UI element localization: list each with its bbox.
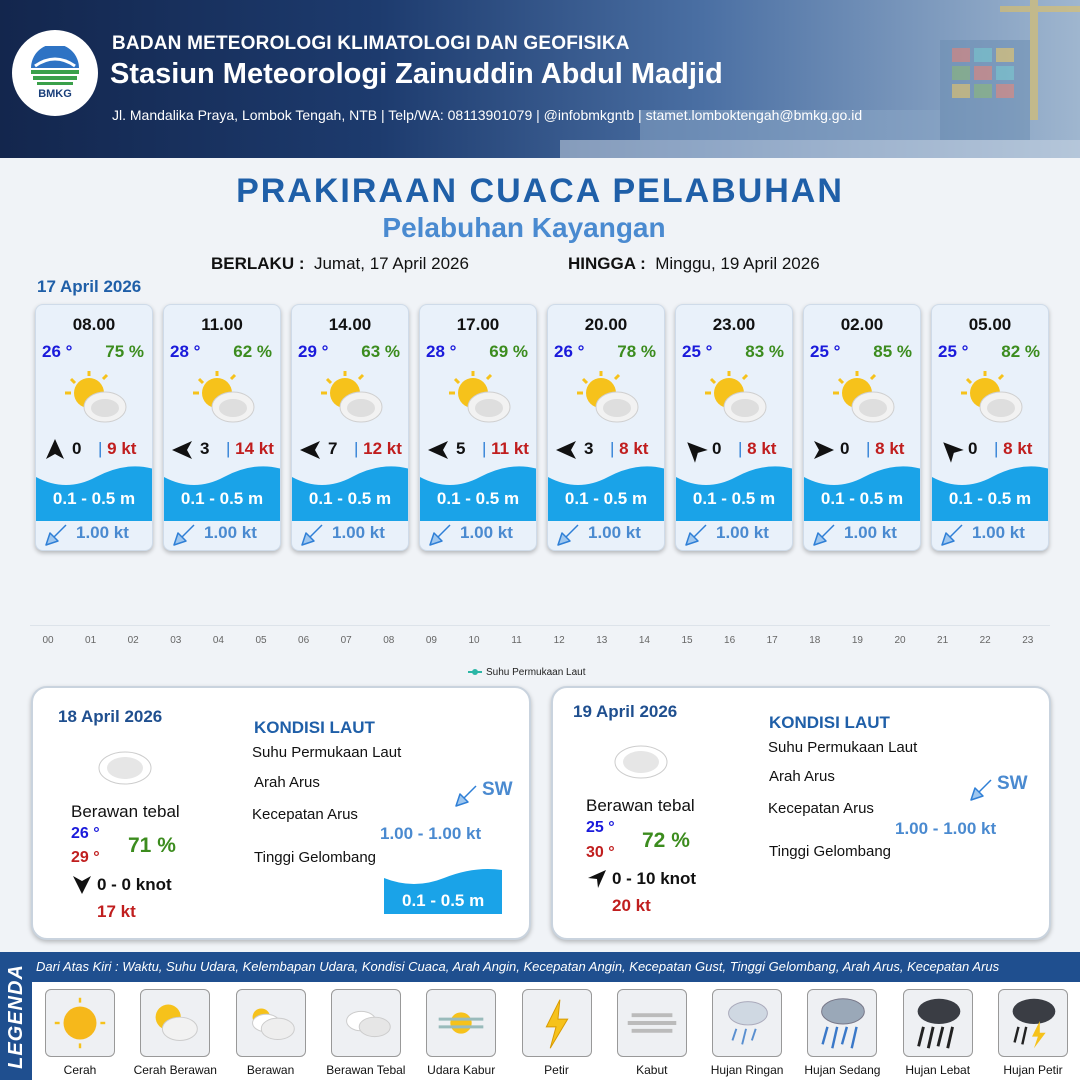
legend-label: Cerah <box>63 1063 97 1077</box>
thunderstorm-icon <box>998 989 1068 1057</box>
axis-tick: 19 <box>851 635 863 646</box>
axis-tick: 17 <box>766 635 778 646</box>
card-gust-value: 12 kt <box>363 439 402 458</box>
port-name: Pelabuhan Kayangan <box>382 212 666 243</box>
card-gust <box>98 439 136 459</box>
card-gust <box>482 439 529 459</box>
card-wind <box>554 437 662 463</box>
day2-wind: 0 - 0 knot <box>97 875 172 894</box>
card-gust-value: 8 kt <box>875 439 905 458</box>
day3-current-speed-label: Kecepatan Arus <box>768 800 874 817</box>
day2-humidity: 71 % <box>128 834 176 857</box>
axis-tick: 13 <box>596 635 608 646</box>
card-wave-height: 0.1 - 0.5 m <box>180 489 264 508</box>
card-current-speed: 1.00 kt <box>716 523 769 542</box>
day3-current-direction: SW <box>997 773 1028 794</box>
day2-current-direction: SW <box>482 779 513 800</box>
card-gust-value: 8 kt <box>747 439 777 458</box>
card-humidity: 85 % <box>873 342 912 361</box>
axis-tick: 12 <box>553 635 565 646</box>
separator: | <box>226 439 236 458</box>
wind-direction-icon <box>682 437 708 463</box>
axis-line <box>30 625 1050 626</box>
haze-icon <box>426 989 496 1057</box>
card-gust-value: 8 kt <box>619 439 649 458</box>
sst-legend <box>468 667 586 678</box>
current-direction-icon <box>812 521 838 547</box>
logo-text: BMKG <box>38 88 72 100</box>
station-name: Stasiun Meteorologi Zainuddin Abdul Madjid <box>110 58 723 90</box>
overcast-icon <box>91 740 155 790</box>
time-axis <box>30 625 1050 655</box>
card-wind-speed: 0 <box>968 439 978 458</box>
card-wind-speed: 0 <box>840 439 850 458</box>
card-time: 02.00 <box>840 315 884 334</box>
axis-tick: 00 <box>42 635 54 646</box>
day3-humidity: 72 % <box>642 829 690 852</box>
legend-items <box>32 952 1080 1080</box>
card-gust <box>226 439 274 459</box>
valid-from-date: Jumat, 17 April 2026 <box>313 254 469 273</box>
legend-label: Hujan Sedang <box>804 1063 881 1077</box>
current-direction-icon <box>44 521 70 547</box>
card-wave-height: 0.1 - 0.5 m <box>52 489 136 508</box>
legend-title: LEGENDA <box>4 963 27 1069</box>
legend-label: Berawan Tebal <box>326 1063 406 1077</box>
forecast-card-1100 <box>163 304 281 551</box>
card-time: 20.00 <box>584 315 628 334</box>
day3-sst-label: Suhu Permukaan Laut <box>768 739 918 756</box>
card-current-speed: 1.00 kt <box>972 523 1025 542</box>
partly-cloudy-icon <box>65 371 127 427</box>
valid-from <box>211 254 469 274</box>
wind-direction-icon <box>426 437 452 463</box>
card-gust <box>866 439 904 459</box>
current-direction-icon <box>172 521 198 547</box>
card-gust-value: 8 kt <box>1003 439 1033 458</box>
day2-temp-min: 26 ° <box>71 825 100 842</box>
card-wind <box>810 437 918 463</box>
card-wind-speed: 3 <box>584 439 594 458</box>
wind-direction-icon <box>554 437 580 463</box>
axis-tick: 04 <box>212 635 224 646</box>
card-time: 11.00 <box>201 315 243 334</box>
heavy-rain-icon <box>903 989 973 1057</box>
day3-panel <box>551 686 1051 940</box>
legend-label: Hujan Petir <box>1003 1063 1063 1077</box>
axis-tick: 20 <box>894 635 906 646</box>
current-direction-icon <box>556 521 582 547</box>
card-gust <box>738 439 776 459</box>
card-wave-height: 0.1 - 0.5 m <box>692 489 776 508</box>
day3-date: 19 April 2026 <box>573 702 678 721</box>
sst-legend-label: Suhu Permukaan Laut <box>486 667 586 678</box>
day3-temp-max: 30 ° <box>586 844 615 861</box>
axis-tick: 11 <box>511 635 522 646</box>
axis-tick: 09 <box>425 635 437 646</box>
overcast-icon <box>607 734 671 784</box>
wind-direction-icon <box>938 437 964 463</box>
day2-gust: 17 kt <box>97 902 136 921</box>
axis-tick: 16 <box>724 635 736 646</box>
card-gust-value: 9 kt <box>107 439 137 458</box>
axis-tick: 21 <box>937 635 949 646</box>
card-temperature: 29 ° <box>298 342 329 361</box>
day2-date: 18 April 2026 <box>58 707 163 726</box>
card-temperature: 26 ° <box>42 342 73 361</box>
forecast-card-0200 <box>803 304 921 551</box>
card-wind <box>42 437 150 463</box>
current-direction-icon <box>684 521 710 547</box>
current-direction-icon <box>454 782 480 808</box>
card-current-speed: 1.00 kt <box>332 523 385 542</box>
card-time: 14.00 <box>328 315 372 334</box>
axis-tick: 23 <box>1022 635 1034 646</box>
legend-label: Udara Kabur <box>427 1063 496 1077</box>
axis-tick: 01 <box>85 635 97 646</box>
day2-sst-label: Suhu Permukaan Laut <box>252 744 402 761</box>
axis-tick: 07 <box>340 635 352 646</box>
card-gust <box>994 439 1032 459</box>
bmkg-logo-icon <box>27 46 83 86</box>
partly-cloudy-icon <box>833 371 895 427</box>
card-wind-speed: 0 <box>712 439 722 458</box>
day2-wave-label: Tinggi Gelombang <box>254 849 377 866</box>
agency-name: BADAN METEOROLOGI KLIMATOLOGI DAN GEOFISIKA <box>112 33 630 54</box>
card-current-speed: 1.00 kt <box>76 523 129 542</box>
axis-tick: 15 <box>681 635 693 646</box>
card-humidity: 82 % <box>1001 342 1040 361</box>
card-current-speed: 1.00 kt <box>204 523 257 542</box>
header-banner <box>0 0 1080 158</box>
card-humidity: 83 % <box>745 342 784 361</box>
partly-cloudy-icon <box>705 371 767 427</box>
card-wind <box>426 437 534 463</box>
card-wave-height: 0.1 - 0.5 m <box>564 489 648 508</box>
card-wind-speed: 5 <box>456 439 466 458</box>
card-time: 17.00 <box>456 315 500 334</box>
valid-to-date: Minggu, 19 April 2026 <box>655 254 820 273</box>
card-temperature: 28 ° <box>426 342 457 361</box>
day3-wind: 0 - 10 knot <box>612 869 697 888</box>
day3-current-dir-label: Arah Arus <box>769 768 835 785</box>
card-gust <box>610 439 648 459</box>
day2-sea-title: KONDISI LAUT <box>254 718 375 737</box>
card-gust-value: 14 kt <box>235 439 274 458</box>
card-humidity: 63 % <box>361 342 400 361</box>
lightning-icon <box>522 989 592 1057</box>
current-direction-icon <box>969 776 995 802</box>
card-wind <box>170 437 278 463</box>
card-wind-speed: 7 <box>328 439 338 458</box>
card-humidity: 78 % <box>617 342 656 361</box>
day2-current-speed-label: Kecepatan Arus <box>252 806 358 823</box>
legend-label: Kabut <box>636 1063 668 1077</box>
day3-current-speed: 1.00 - 1.00 kt <box>895 819 997 838</box>
legend-side-label <box>0 952 32 1080</box>
axis-tick: 14 <box>638 635 650 646</box>
day1-date: 17 April 2026 <box>37 277 142 296</box>
card-wave-height: 0.1 - 0.5 m <box>308 489 392 508</box>
axis-tick: 02 <box>127 635 139 646</box>
moderate-rain-icon <box>807 989 877 1057</box>
legend-label: Petir <box>544 1063 569 1077</box>
card-humidity: 75 % <box>105 342 144 361</box>
day2-condition: Berawan tebal <box>71 802 180 821</box>
legend-label: Hujan Lebat <box>905 1063 971 1077</box>
forecast-card-2000 <box>547 304 665 551</box>
page-title: PRAKIRAAN CUACA PELABUHAN <box>236 172 844 210</box>
card-time: 23.00 <box>712 315 756 334</box>
day2-wave-height: 0.1 - 0.5 m <box>402 891 485 910</box>
wind-direction-icon <box>42 437 68 463</box>
day3-wave-label: Tinggi Gelombang <box>769 843 892 860</box>
card-humidity: 62 % <box>233 342 272 361</box>
card-gust <box>354 439 402 459</box>
bmkg-logo <box>12 30 98 116</box>
valid-to <box>568 254 820 274</box>
separator: | <box>482 439 492 458</box>
axis-tick: 03 <box>170 635 182 646</box>
separator: | <box>610 439 620 458</box>
card-wave-height: 0.1 - 0.5 m <box>948 489 1032 508</box>
forecast-card-2300 <box>675 304 793 551</box>
card-temperature: 25 ° <box>810 342 841 361</box>
card-temperature: 25 ° <box>682 342 713 361</box>
day2-panel <box>31 686 531 940</box>
card-humidity: 69 % <box>489 342 528 361</box>
card-current-speed: 1.00 kt <box>460 523 513 542</box>
overcast-icon <box>331 989 401 1057</box>
partly-cloudy-icon <box>449 371 511 427</box>
axis-tick: 05 <box>255 635 267 646</box>
separator: | <box>354 439 364 458</box>
cloudy-icon <box>236 989 306 1057</box>
partly-cloudy-icon <box>140 989 210 1057</box>
separator: | <box>866 439 876 458</box>
forecast-card-1700 <box>419 304 537 551</box>
axis-tick: 10 <box>468 635 480 646</box>
partly-cloudy-icon <box>193 371 255 427</box>
day3-condition: Berawan tebal <box>586 796 695 815</box>
forecast-card-1400 <box>291 304 409 551</box>
day2-temp-max: 29 ° <box>71 849 100 866</box>
wind-direction-icon <box>170 437 196 463</box>
sst-legend-marker <box>468 671 482 673</box>
separator: | <box>994 439 1004 458</box>
card-current-speed: 1.00 kt <box>588 523 641 542</box>
card-wind-speed: 3 <box>200 439 210 458</box>
card-wind <box>938 437 1046 463</box>
contact-info: Jl. Mandalika Praya, Lombok Tengah, NTB | Telp/WA: 08113901079 | @infobmkgntb | stamet.lomboktengah@bmkg.go.id <box>112 107 863 123</box>
day3-sea-title: KONDISI LAUT <box>769 713 890 732</box>
card-current-speed: 1.00 kt <box>844 523 897 542</box>
legend-label: Cerah Berawan <box>133 1063 217 1077</box>
axis-tick: 18 <box>809 635 821 646</box>
axis-tick: 08 <box>383 635 395 646</box>
wind-direction-icon <box>810 437 836 463</box>
axis-tick: 06 <box>298 635 310 646</box>
legend-bar <box>0 952 1080 1080</box>
legend-label: Berawan <box>246 1063 295 1077</box>
wind-direction-icon <box>71 874 93 896</box>
current-direction-icon <box>940 521 966 547</box>
wind-direction-icon <box>586 868 608 890</box>
forecast-card-0500 <box>931 304 1049 551</box>
day3-gust: 20 kt <box>612 896 651 915</box>
card-temperature: 25 ° <box>938 342 969 361</box>
legend-label: Hujan Ringan <box>710 1063 784 1077</box>
card-time: 08.00 <box>72 315 116 334</box>
card-gust-value: 11 kt <box>491 439 529 458</box>
day2-current-speed: 1.00 - 1.00 kt <box>380 824 482 843</box>
forecast-card-0800 <box>35 304 153 551</box>
partly-cloudy-icon <box>577 371 639 427</box>
wind-direction-icon <box>298 437 324 463</box>
light-rain-icon <box>712 989 782 1057</box>
valid-from-label: BERLAKU : <box>211 254 305 273</box>
current-direction-icon <box>428 521 454 547</box>
card-time: 05.00 <box>968 315 1012 334</box>
card-wave-height: 0.1 - 0.5 m <box>820 489 904 508</box>
partly-cloudy-icon <box>321 371 383 427</box>
day2-current-dir-label: Arah Arus <box>254 774 320 791</box>
card-wave-height: 0.1 - 0.5 m <box>436 489 520 508</box>
axis-tick: 22 <box>979 635 991 646</box>
separator: | <box>98 439 108 458</box>
card-temperature: 26 ° <box>554 342 585 361</box>
card-wind <box>682 437 790 463</box>
day3-temp-min: 25 ° <box>586 819 615 836</box>
valid-to-label: HINGGA : <box>568 254 646 273</box>
sunny-icon <box>45 989 115 1057</box>
card-wind <box>298 437 406 463</box>
card-wind-speed: 0 <box>72 439 82 458</box>
fog-icon <box>617 989 687 1057</box>
partly-cloudy-icon <box>961 371 1023 427</box>
current-direction-icon <box>300 521 326 547</box>
separator: | <box>738 439 748 458</box>
legend-description: Dari Atas Kiri : Waktu, Suhu Udara, Kelembapan Udara, Kondisi Cuaca, Arah Angin, Kecepatan Angin, Kecepatan Gust, Tinggi Gelombang, Arah Arus, Kecepatan Arus <box>32 952 1080 982</box>
card-temperature: 28 ° <box>170 342 201 361</box>
